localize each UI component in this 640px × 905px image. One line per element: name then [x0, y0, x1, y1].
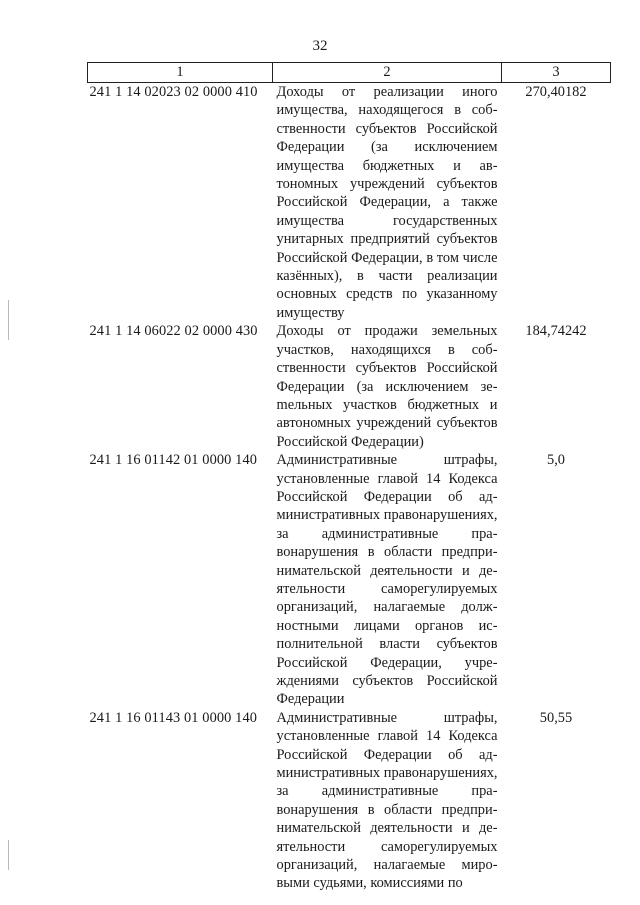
- page-number: 32: [312, 38, 328, 54]
- revenue-code: 241 1 16 01143 01 0000 140: [89, 709, 258, 726]
- revenue-table: [87, 62, 611, 893]
- revenue-description: Доходы от продажи земельных участков, находящихся в собственности субъектов Российской Федерации (за исключением зеmельных участков бюджетных и автономных учреждений субъектов Российской Федерации): [276, 323, 498, 450]
- revenue-description: Административные штрафы, установленные главой 14 Кодекса Российской Федерации об административных правонарушениях, за административные правонарушения в области предпринимательской деятельности и деятельности саморегулируемых организаций, налагаемые должностными лицами органов исполнительной власти субъектов Российской Федерации, учреждениями субъектов Российской Федерации: [276, 452, 498, 708]
- revenue-description: Административные штрафы, установленные главой 14 Кодекса Российской Федерации об административных правонарушениях, за административные правонарушения в области предпринимательской деятельности и деятельности саморегулируемых организаций, налагаемые мировыми судьями, комиссиями по: [276, 709, 498, 892]
- scan-edge-mark: [8, 840, 9, 870]
- revenue-description: Доходы от реализации иного имущества, находящегося в собственности субъектов Российской Федерации (за исключением имущества бюджетных и автономных учреждений субъектов Российской Федерации, а также имущества государственных унитарных предприятий субъектов Российской Федерации, в том числе казённых), в части реализации основных средств по указанному имуществу: [276, 84, 498, 321]
- table-row: [88, 83, 611, 323]
- scan-edge-mark: [8, 300, 9, 340]
- revenue-amount: 184,74242: [525, 323, 587, 340]
- table-row: [88, 709, 611, 893]
- table-row: [88, 451, 611, 709]
- revenue-code: 241 1 14 06022 02 0000 430: [89, 323, 258, 340]
- column-header-amount: 3: [502, 63, 611, 83]
- table-row: [88, 322, 611, 451]
- revenue-code: 241 1 14 02023 02 0000 410: [89, 84, 258, 100]
- table-header-row: [88, 63, 611, 83]
- revenue-amount: 5,0: [547, 452, 565, 469]
- column-header-code: 1: [88, 63, 273, 83]
- revenue-amount: 270,40182: [525, 84, 587, 100]
- revenue-amount: 50,55: [539, 709, 573, 726]
- column-header-description: 2: [273, 63, 502, 83]
- revenue-code: 241 1 16 01142 01 0000 140: [89, 452, 258, 469]
